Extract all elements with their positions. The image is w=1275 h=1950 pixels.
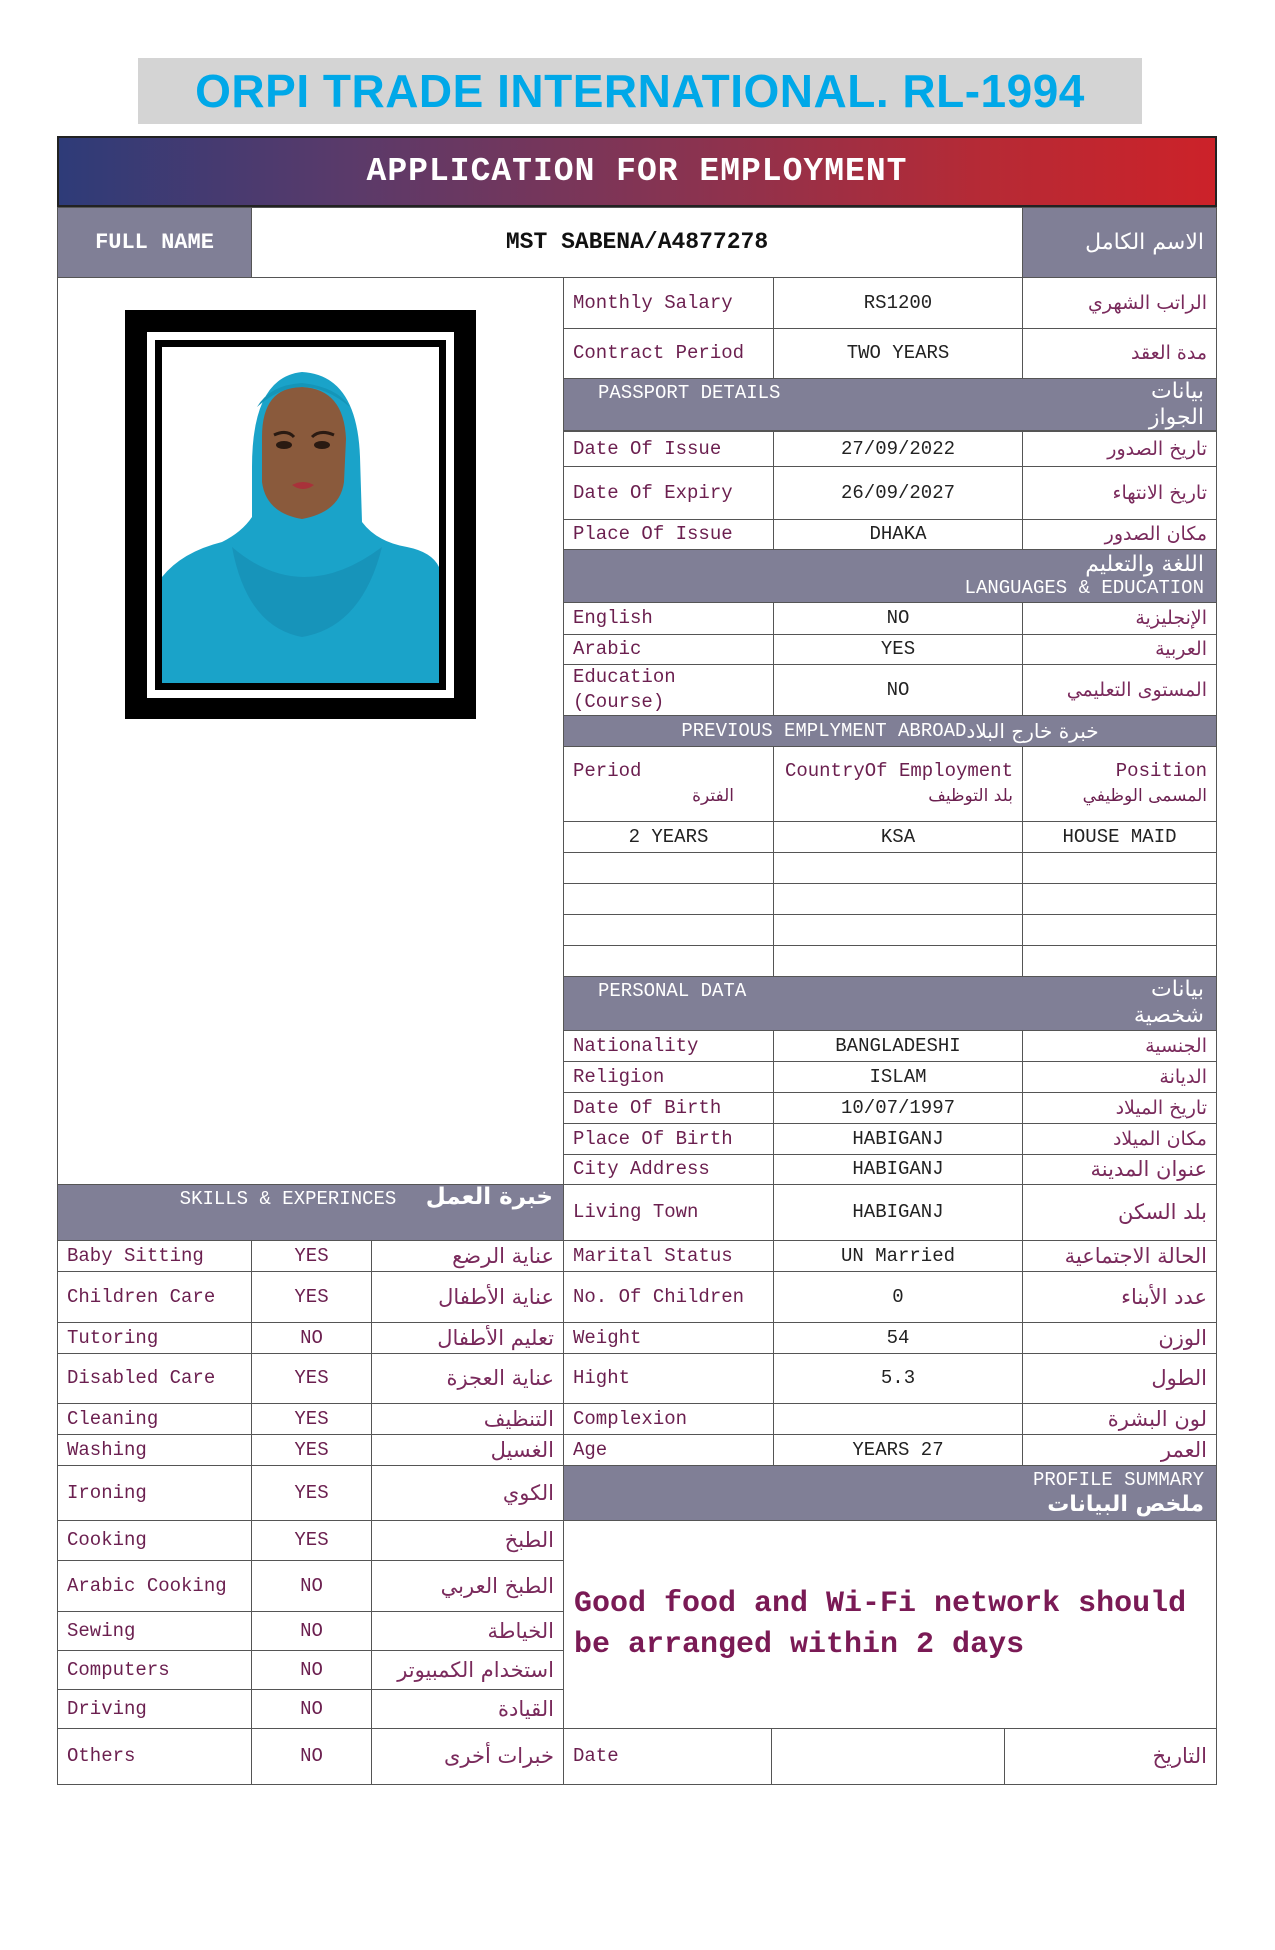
passport-row-label: Date Of Issue [563, 431, 774, 467]
prev-emp-col-header [773, 746, 1023, 822]
contract-period-value: TWO YEARS [773, 328, 1023, 379]
personal-row-value: 10/07/1997 [773, 1092, 1023, 1124]
language-row-label: Education (Course) [563, 664, 774, 716]
languages-section-title-ar: اللغة والتعليم [1085, 552, 1204, 577]
prev-emp-cell [773, 914, 1023, 946]
language-row-value: NO [773, 602, 1023, 635]
personal-row-label-ar: تاريخ الميلاد [1022, 1092, 1217, 1124]
prev-emp-col-header [1022, 746, 1217, 822]
skill-label-ar: الخياطة [371, 1611, 564, 1651]
passport-section-title-ar: بيانات الجواز [1148, 379, 1204, 430]
profile-summary-section-title-ar: ملخص البيانات [1047, 1492, 1204, 1517]
personal-row-label-ar: عنوان المدينة [1022, 1154, 1217, 1185]
personal-row-value: YEARS 27 [773, 1434, 1023, 1466]
prev-emp-col-en: CountryOf Employment [784, 760, 1013, 782]
profile-summary-text: Good food and Wi-Fi network should be arranged within 2 days [563, 1520, 1217, 1729]
skill-value: YES [251, 1465, 372, 1521]
language-row-label: Arabic [563, 634, 774, 665]
personal-section-title: PERSONAL DATA [598, 980, 747, 1002]
profile-summary-section [563, 1465, 1217, 1521]
form-header [57, 136, 1217, 207]
personal-row-label: Place Of Birth [563, 1123, 774, 1155]
personal-row-label: City Address [563, 1154, 774, 1185]
personal-row-label-ar: العمر [1022, 1434, 1217, 1466]
prev-emp-cell [563, 883, 774, 915]
personal-row-value: 0 [773, 1271, 1023, 1323]
skill-label-ar: عناية الأطفال [371, 1271, 564, 1323]
skills-section-title: SKILLS & EXPERINCES [179, 1188, 397, 1210]
skill-label: Arabic Cooking [57, 1560, 252, 1612]
skill-label-ar: القيادة [371, 1689, 564, 1729]
prev-emp-cell [1022, 852, 1217, 884]
prev-emp-col-en: Period [573, 760, 642, 782]
prev-emp-cell [1022, 883, 1217, 915]
skill-label: Ironing [57, 1465, 252, 1521]
contract-period-label-ar: مدة العقد [1022, 328, 1217, 379]
prev-emp-col-ar: الفترة [692, 786, 734, 806]
date-label: Date [563, 1728, 772, 1785]
passport-row-label-ar: تاريخ الصدور [1022, 431, 1217, 467]
prev-emp-col-ar: المسمى الوظيفي [1082, 786, 1207, 806]
language-row-label: English [563, 602, 774, 635]
personal-row-value: HABIGANJ [773, 1154, 1023, 1185]
skill-value: NO [251, 1650, 372, 1690]
personal-row-label-ar: الحالة الاجتماعية [1022, 1240, 1217, 1272]
languages-section [563, 549, 1217, 603]
skill-label: Washing [57, 1434, 252, 1466]
passport-row-label-ar: مكان الصدور [1022, 519, 1217, 550]
skill-label-ar: الكوي [371, 1465, 564, 1521]
date-value [771, 1728, 1005, 1785]
personal-row-label: Complexion [563, 1403, 774, 1435]
personal-row-label-ar: الديانة [1022, 1061, 1217, 1093]
personal-row-value: HABIGANJ [773, 1123, 1023, 1155]
prev-emp-cell [773, 852, 1023, 884]
full-name-label-ar: الاسم الكامل [1022, 207, 1217, 278]
prev-emp-col-en: Position [1115, 760, 1207, 782]
skill-label: Cooking [57, 1520, 252, 1561]
skill-label-ar: الطبخ [371, 1520, 564, 1561]
skill-label-ar: عناية الرضع [371, 1240, 564, 1272]
skill-label: Computers [57, 1650, 252, 1690]
personal-row-label: Nationality [563, 1030, 774, 1062]
skill-label: Disabled Care [57, 1353, 252, 1404]
language-row-label-ar: العربية [1022, 634, 1217, 665]
personal-row-label-ar: الطول [1022, 1353, 1217, 1404]
prev-emp-cell [1022, 945, 1217, 977]
passport-section [563, 378, 1217, 431]
skill-value: NO [251, 1560, 372, 1612]
monthly-salary-label: Monthly Salary [563, 277, 774, 329]
personal-row-value: 54 [773, 1322, 1023, 1354]
personal-row-label: Age [563, 1434, 774, 1466]
full-name-value: MST SABENA/A4877278 [251, 207, 1023, 278]
skill-value: YES [251, 1240, 372, 1272]
skill-value: NO [251, 1728, 372, 1785]
personal-row-label: Hight [563, 1353, 774, 1404]
prev-emp-cell: KSA [773, 821, 1023, 853]
language-row-value: YES [773, 634, 1023, 665]
company-banner [138, 58, 1142, 124]
skill-label: Tutoring [57, 1322, 252, 1354]
personal-row-label-ar: بلد السكن [1022, 1184, 1217, 1241]
company-name: ORPI TRADE INTERNATIONAL. RL-1994 [195, 65, 1085, 117]
prev-emp-cell [563, 852, 774, 884]
skill-value: NO [251, 1322, 372, 1354]
personal-section-title-ar: بيانات شخصية [1133, 977, 1204, 1028]
skill-label-ar: الغسيل [371, 1434, 564, 1466]
languages-section-title: LANGUAGES & EDUCATION [964, 577, 1204, 599]
monthly-salary-value: RS1200 [773, 277, 1023, 329]
skill-label: Baby Sitting [57, 1240, 252, 1272]
personal-row-value: BANGLADESHI [773, 1030, 1023, 1062]
personal-row-value: UN Married [773, 1240, 1023, 1272]
skill-label: Cleaning [57, 1403, 252, 1435]
personal-row-value: 5.3 [773, 1353, 1023, 1404]
language-row-value: NO [773, 664, 1023, 716]
personal-row-label-ar: مكان الميلاد [1022, 1123, 1217, 1155]
prev-emp-cell [773, 945, 1023, 977]
personal-row-label: Marital Status [563, 1240, 774, 1272]
personal-row-label: Date Of Birth [563, 1092, 774, 1124]
passport-row-value: 26/09/2027 [773, 466, 1023, 520]
skill-label-ar: الطبخ العربي [371, 1560, 564, 1612]
skills-section-title-ar: خبرة العمل [425, 1184, 553, 1210]
skill-value: YES [251, 1520, 372, 1561]
date-label-ar: التاريخ [1004, 1728, 1217, 1785]
personal-row-label: Living Town [563, 1184, 774, 1241]
form-title: APPLICATION FOR EMPLOYMENT [366, 153, 908, 190]
prev-emp-cell [563, 945, 774, 977]
previous-employment-section [563, 715, 1217, 747]
person-portrait-icon [162, 347, 439, 683]
personal-row-label: Weight [563, 1322, 774, 1354]
passport-row-label-ar: تاريخ الانتهاء [1022, 466, 1217, 520]
personal-row-label-ar: الجنسية [1022, 1030, 1217, 1062]
passport-row-value: DHAKA [773, 519, 1023, 550]
contract-period-label: Contract Period [563, 328, 774, 379]
personal-row-value: ISLAM [773, 1061, 1023, 1093]
skills-section [57, 1184, 564, 1241]
skill-value: YES [251, 1353, 372, 1404]
profile-summary-section-title: PROFILE SUMMARY [1032, 1469, 1204, 1491]
previous-employment-section-title: PREVIOUS EMPLYMENT ABROAD [681, 719, 967, 742]
prev-emp-cell: 2 YEARS [563, 821, 774, 853]
skill-label-ar: استخدام الكمبيوتر [371, 1650, 564, 1690]
skill-label-ar: خبرات أخرى [371, 1728, 564, 1785]
prev-emp-col-ar: بلد التوظيف [928, 786, 1013, 806]
skill-value: NO [251, 1689, 372, 1729]
skill-value: YES [251, 1271, 372, 1323]
passport-section-title: PASSPORT DETAILS [598, 382, 781, 404]
passport-row-label: Place Of Issue [563, 519, 774, 550]
language-row-label-ar: الإنجليزية [1022, 602, 1217, 635]
passport-row-value: 27/09/2022 [773, 431, 1023, 467]
skill-label-ar: التنظيف [371, 1403, 564, 1435]
previous-employment-section-title-ar: خبرة خارج البلاد [966, 718, 1099, 743]
personal-row-label-ar: لون البشرة [1022, 1403, 1217, 1435]
prev-emp-cell: HOUSE MAID [1022, 821, 1217, 853]
language-row-label-ar: المستوى التعليمي [1022, 664, 1217, 716]
prev-emp-cell [773, 883, 1023, 915]
skill-label-ar: تعليم الأطفال [371, 1322, 564, 1354]
personal-row-label: Religion [563, 1061, 774, 1093]
prev-emp-col-header [563, 746, 774, 822]
personal-row-label: No. Of Children [563, 1271, 774, 1323]
personal-row-value: HABIGANJ [773, 1184, 1023, 1241]
skill-label: Others [57, 1728, 252, 1785]
applicant-photo [162, 347, 439, 683]
skill-label: Children Care [57, 1271, 252, 1323]
personal-row-label-ar: عدد الأبناء [1022, 1271, 1217, 1323]
prev-emp-cell [563, 914, 774, 946]
skill-value: YES [251, 1403, 372, 1435]
full-name-label: FULL NAME [57, 207, 252, 278]
passport-row-label: Date Of Expiry [563, 466, 774, 520]
skill-value: YES [251, 1434, 372, 1466]
skill-label-ar: عناية العجزة [371, 1353, 564, 1404]
personal-row-label-ar: الوزن [1022, 1322, 1217, 1354]
skill-value: NO [251, 1611, 372, 1651]
monthly-salary-label-ar: الراتب الشهري [1022, 277, 1217, 329]
prev-emp-cell [1022, 914, 1217, 946]
personal-row-value [773, 1403, 1023, 1435]
personal-section [563, 976, 1217, 1031]
skill-label: Sewing [57, 1611, 252, 1651]
skill-label: Driving [57, 1689, 252, 1729]
